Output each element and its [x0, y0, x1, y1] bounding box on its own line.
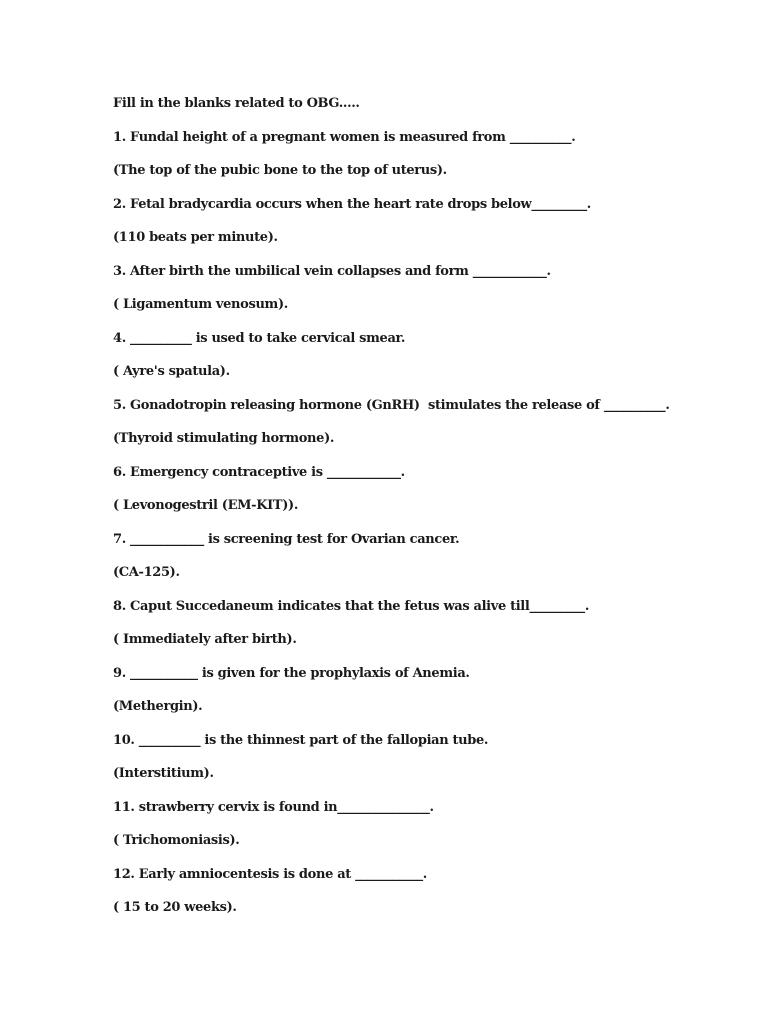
- document-heading: Fill in the blanks related to OBG.....: [113, 96, 360, 111]
- question-11: 11. strawberry cervix is found in_______________.: [113, 799, 434, 815]
- answer-11: ( Trichomoniasis).: [113, 833, 240, 848]
- answer-3: ( Ligamentum venosum).: [113, 297, 288, 312]
- question-8: 8. Caput Succedaneum indicates that the fetus was alive till_________.: [113, 598, 590, 614]
- answer-2: (110 beats per minute).: [113, 230, 278, 245]
- question-12: 12. Early amniocentesis is done at ___________.: [113, 866, 427, 882]
- answer-4: ( Ayre's spatula).: [113, 364, 230, 379]
- question-3: 3. After birth the umbilical vein collapses and form ____________.: [113, 263, 551, 279]
- question-6: 6. Emergency contraceptive is ____________.: [113, 464, 405, 480]
- answer-8: ( Immediately after birth).: [113, 632, 297, 647]
- answer-9: (Methergin).: [113, 699, 203, 714]
- question-7: 7. ____________ is screening test for Ovarian cancer.: [113, 531, 460, 547]
- answer-5: (Thyroid stimulating hormone).: [113, 431, 335, 446]
- question-1: 1. Fundal height of a pregnant women is measured from __________.: [113, 129, 576, 145]
- question-9: 9. ___________ is given for the prophylaxis of Anemia.: [113, 665, 470, 681]
- document-body: [113, 94, 713, 932]
- question-4: 4. __________ is used to take cervical smear.: [113, 330, 406, 346]
- question-5: 5. Gonadotropin releasing hormone (GnRH) stimulates the release of __________.: [113, 397, 670, 413]
- answer-10: (Interstitium).: [113, 766, 214, 781]
- answer-12: ( 15 to 20 weeks).: [113, 900, 237, 915]
- answer-7: (CA-125).: [113, 565, 180, 580]
- answer-6: ( Levonogestril (EM-KIT)).: [113, 498, 298, 513]
- question-2: 2. Fetal bradycardia occurs when the heart rate drops below_________.: [113, 196, 591, 212]
- question-10: 10. __________ is the thinnest part of the fallopian tube.: [113, 732, 489, 748]
- answer-1: (The top of the pubic bone to the top of uterus).: [113, 163, 447, 178]
